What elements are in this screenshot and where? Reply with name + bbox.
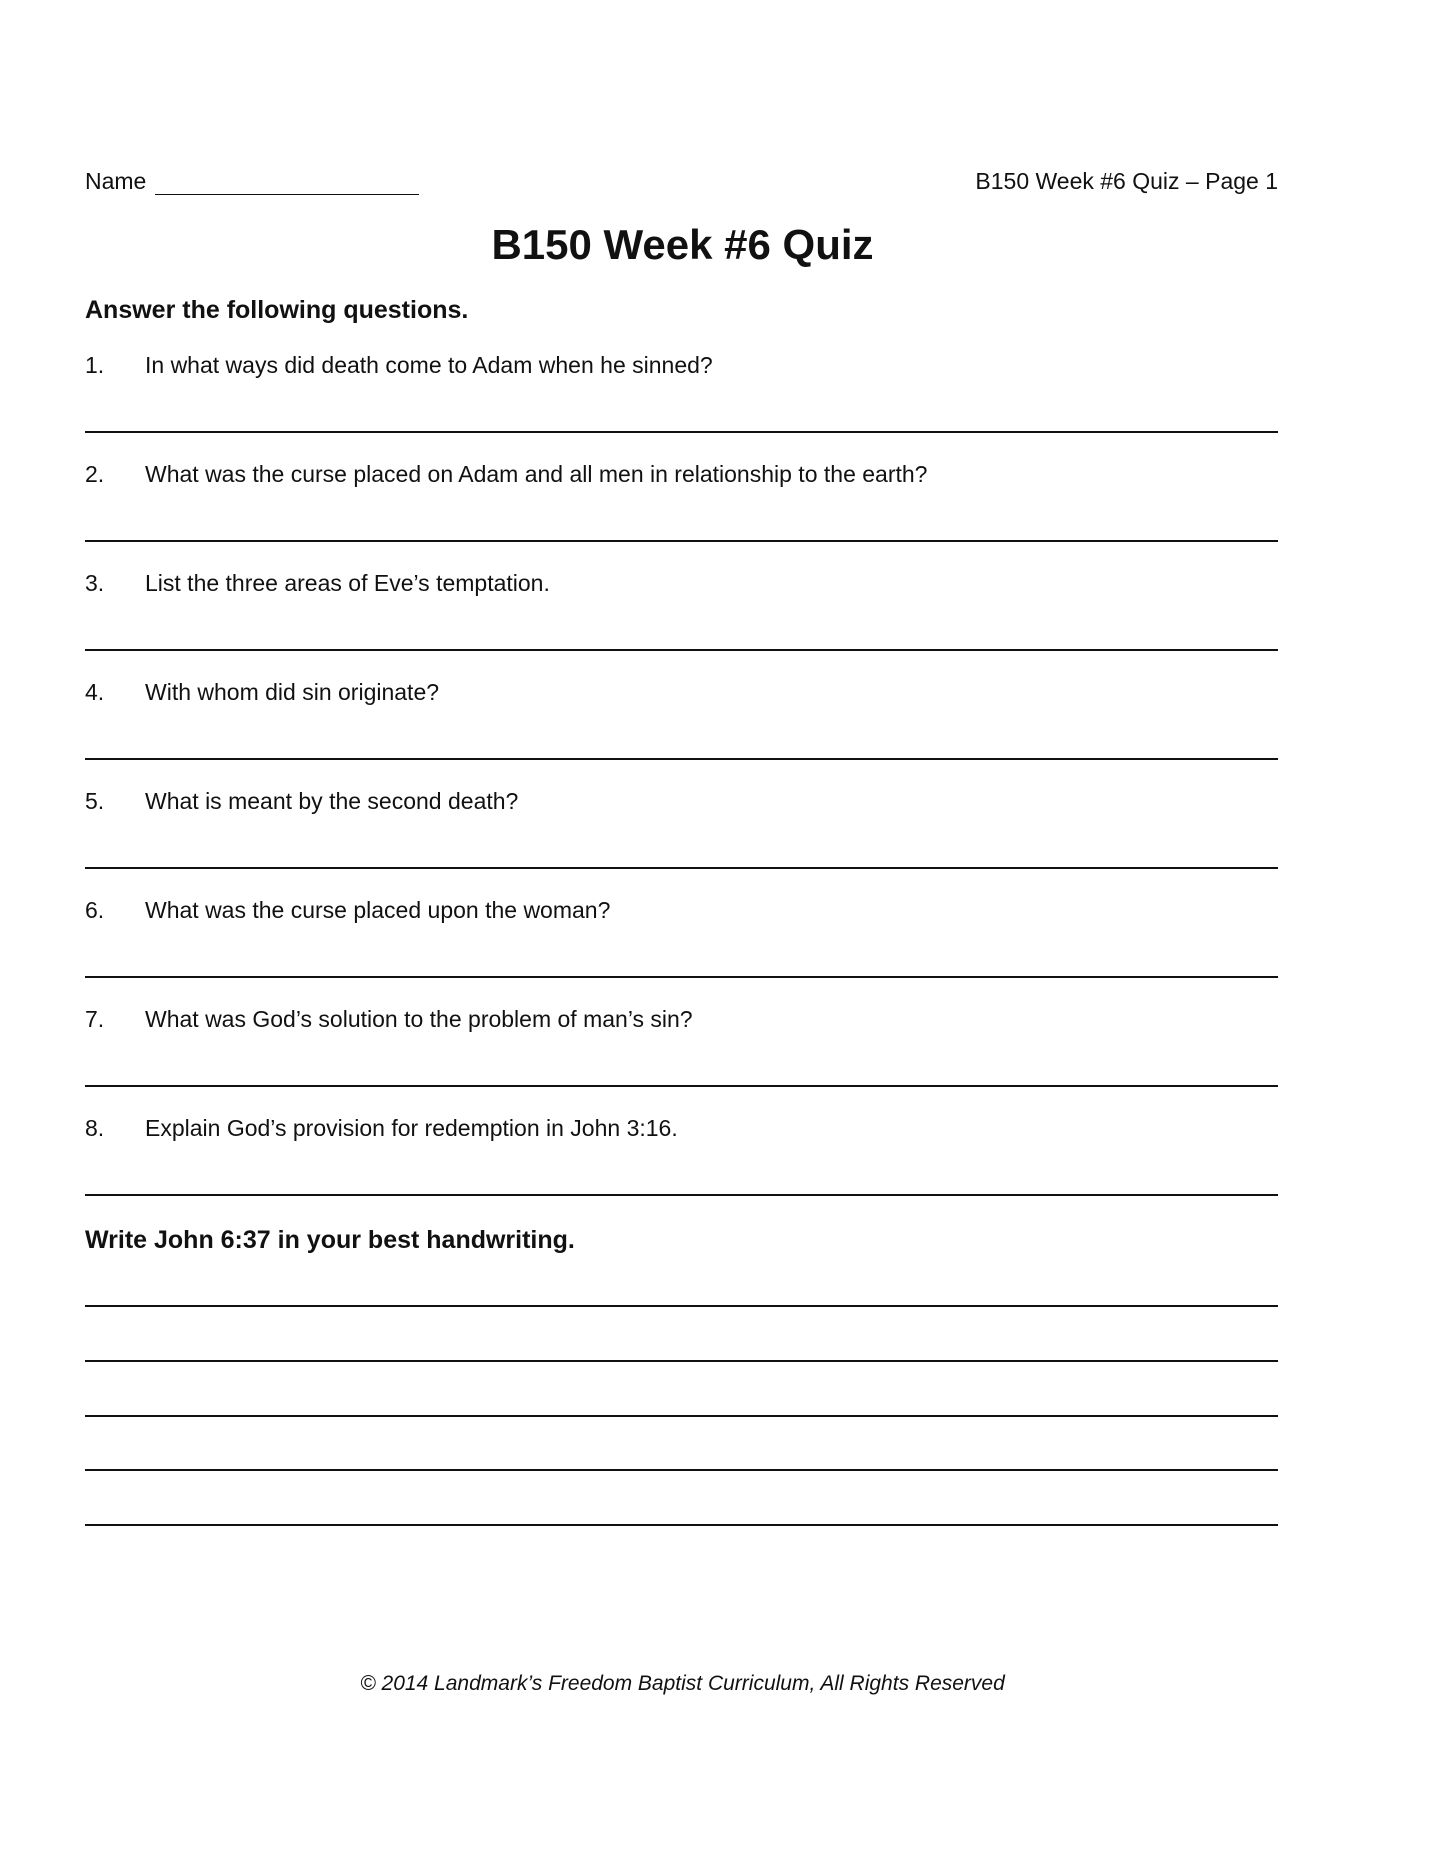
page-indicator: B150 Week #6 Quiz – Page 1 [975,168,1278,194]
handwriting-line [85,1415,1278,1417]
answer-line [85,976,1278,978]
question-text: Explain God’s provision for redemption in John 3:16. [145,1115,678,1141]
question-number: 8. [85,1115,105,1141]
page-header [85,168,1278,202]
question-5 [85,788,1278,897]
question-number: 1. [85,352,105,378]
answer-line [85,867,1278,869]
copyright-footer: © 2014 Landmark’s Freedom Baptist Curriculum, All Rights Reserved [360,1672,1005,1695]
question-number: 6. [85,897,105,923]
handwriting-line [85,1305,1278,1307]
question-text: What is meant by the second death? [145,788,519,814]
question-text: What was the curse placed upon the woman? [145,897,611,923]
handwriting-heading: Write John 6:37 in your best handwriting. [85,1226,575,1254]
question-1 [85,352,1278,461]
answer-line [85,758,1278,760]
question-number: 7. [85,1006,105,1032]
name-label: Name [85,168,147,194]
handwriting-line [85,1360,1278,1362]
question-number: 3. [85,570,105,596]
question-text: List the three areas of Eve’s temptation. [145,570,550,596]
question-8 [85,1115,1278,1224]
question-number: 4. [85,679,105,705]
handwriting-line [85,1524,1278,1526]
question-4 [85,679,1278,788]
question-number: 2. [85,461,105,487]
answer-line [85,649,1278,651]
handwriting-line [85,1469,1278,1471]
question-2 [85,461,1278,570]
answer-line [85,1085,1278,1087]
instructions-heading: Answer the following questions. [85,296,469,324]
question-7 [85,1006,1278,1115]
answer-line [85,540,1278,542]
answer-line [85,1194,1278,1196]
answer-line [85,431,1278,433]
question-number: 5. [85,788,105,814]
question-6 [85,897,1278,1006]
question-text: What was God’s solution to the problem of man’s sin? [145,1006,693,1032]
name-field-line [155,194,419,195]
question-text: What was the curse placed on Adam and all men in relationship to the earth? [145,461,928,487]
question-text: With whom did sin originate? [145,679,440,705]
question-text: In what ways did death come to Adam when he sinned? [145,352,713,378]
question-3 [85,570,1278,679]
quiz-title: B150 Week #6 Quiz [491,221,874,268]
